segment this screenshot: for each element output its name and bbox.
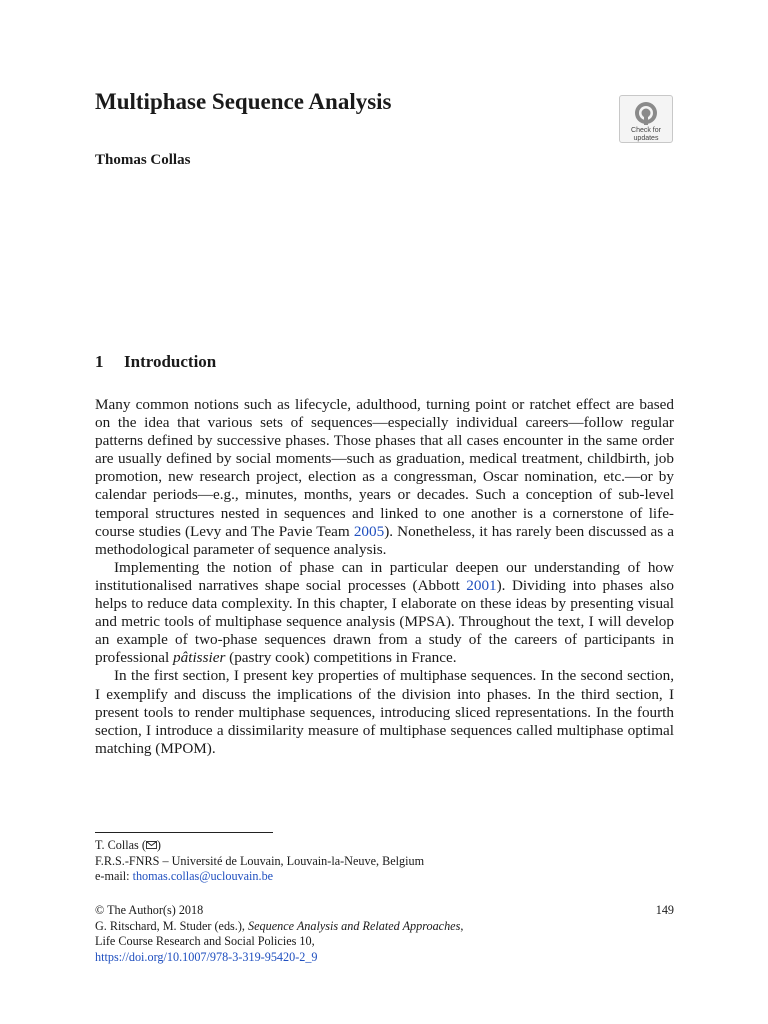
- footnote-author-close: ): [156, 838, 161, 852]
- footnote-email-line: [95, 869, 675, 885]
- paragraph-2: [95, 559, 674, 668]
- footnote-author: T. Collas (: [95, 838, 146, 852]
- citation-link[interactable]: 2005: [353, 522, 385, 540]
- italic-term: pâtissier: [173, 649, 226, 667]
- email-label: e-mail:: [95, 869, 133, 883]
- page-number: 149: [655, 903, 674, 917]
- doi-link[interactable]: https://doi.org/10.1007/978-3-319-95420-2_9: [95, 949, 318, 964]
- section-number: 1: [95, 352, 104, 371]
- paragraph-1: [95, 396, 674, 559]
- email-link[interactable]: thomas.collas@uclouvain.be: [132, 869, 274, 883]
- footnote-divider: [95, 832, 273, 833]
- copyright-line: © The Author(s) 2018: [95, 903, 204, 917]
- publication-info: [95, 903, 674, 965]
- body-text: [95, 396, 674, 758]
- envelope-icon: [146, 841, 157, 849]
- citation-link[interactable]: 2001: [466, 576, 497, 594]
- paragraph-text: ). Dividing into phases also helps to reduce data complexity. In this chapter, I elaborate on these ideas by presenting visual and metric tools of multiphase sequence analysis (MPSA). Throughout the text, I will develop an example of two-phase sequences drawn from a study of the careers of participants in professional: [95, 576, 674, 667]
- badge-label-line2: updates: [633, 135, 659, 142]
- paragraph-text: ). Nonetheless, it has rarely been discussed as a methodological parameter of sequence analysis.: [95, 522, 674, 558]
- crossmark-icon: [633, 100, 659, 126]
- editors-line: [95, 919, 674, 935]
- section-heading: [95, 350, 216, 374]
- footnote: [95, 838, 675, 885]
- section-title: Introduction: [124, 352, 217, 371]
- paragraph-text: Implementing the notion of phase can in particular deepen our understanding of how institutionalised narratives shape social processes (Abbott: [95, 558, 674, 594]
- editors: G. Ritschard, M. Studer (eds.),: [95, 918, 248, 933]
- footnote-author-line: [95, 838, 675, 854]
- chapter-author: Thomas Collas: [95, 152, 191, 168]
- badge-label-line1: Check for: [631, 127, 661, 134]
- paragraph-3: In the first section, I present key properties of multiphase sequences. In the second section, I exemplify and discuss the implications of the division into phases. In the third section, I present tools to render multiphase sequences, introducing sliced representations. In the fourth section, I introduce a dissimilarity measure of multiphase sequences called multiphase optimal matching (MPOM).: [95, 667, 674, 757]
- paragraph-text: Many common notions such as lifecycle, adulthood, turning point or ratchet effect are based on the idea that various sets of sequences—especially individual careers—follow regular patterns defined by successive phases. Those phases that all cases encounter in the same order are usually defined by social moments—such as graduation, medical treatment, childbirth, job promotion, new research project, election as a congressman, Oscar nomination, etc.—or by calendar periods—e.g., minutes, months, years or decades. Such a conception of sub-level temporal structures nested in sequences and linked to one another is a cornerstone of life-course studies (Levy and The Pavie Team: [95, 396, 674, 540]
- check-for-updates-badge[interactable]: [619, 95, 673, 143]
- series-line: Life Course Research and Social Policies 10,: [95, 934, 315, 948]
- paragraph-text: (pastry cook) competitions in France.: [225, 649, 457, 667]
- chapter-title: Multiphase Sequence Analysis: [95, 89, 392, 114]
- book-title-punct: ,: [460, 918, 464, 933]
- footnote-affiliation: F.R.S.-FNRS – Université de Louvain, Louvain-la-Neuve, Belgium: [95, 853, 425, 868]
- book-title: Sequence Analysis and Related Approaches: [248, 918, 461, 933]
